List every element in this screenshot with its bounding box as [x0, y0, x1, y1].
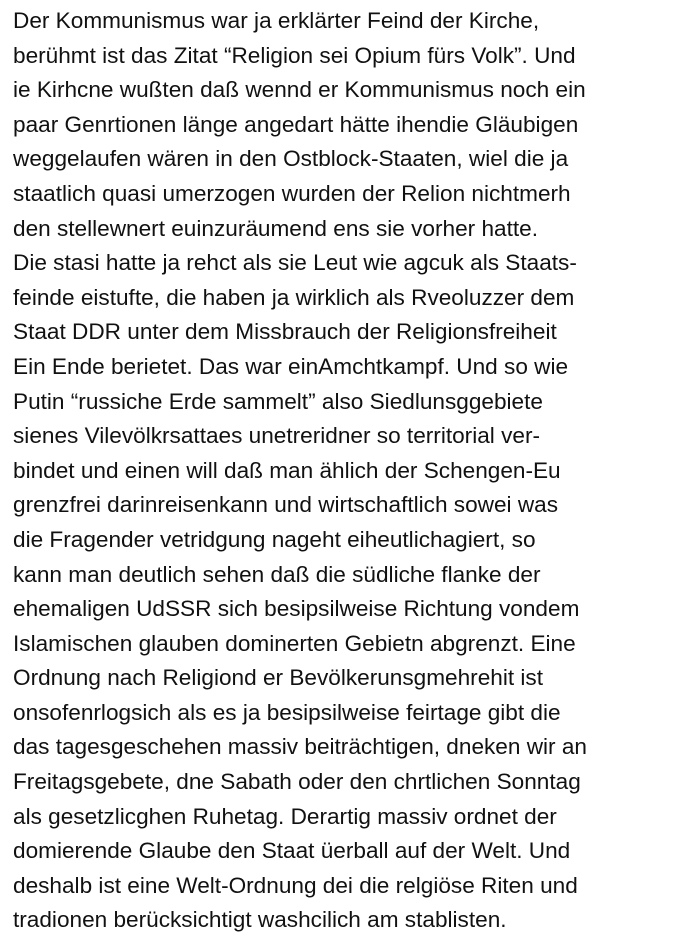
text-line: grenzfrei darinreisenkann und wirtschaftlich sowei was — [13, 492, 559, 518]
text-line: Freitagsgebete, dne Sabath oder den chrtlichen Sonntag — [13, 769, 581, 795]
text-line: staatlich quasi umerzogen wurden der Relion nichtmerh — [13, 180, 571, 206]
text-line: Islamischen glauben dominerten Gebietn abgrenzt. Eine — [13, 630, 576, 656]
text-line: kann man deutlich sehen daß die südliche flanke der — [13, 561, 541, 587]
text-line: ie Kirhcne wußten daß wennd er Kommunismus noch ein — [13, 77, 586, 103]
text-line: Der Kommunismus war ja erklärter Feind der Kirche, — [13, 8, 540, 33]
text-line: feinde eistufte, die haben ja wirklich als Rveoluzzer dem — [13, 284, 575, 310]
text-line: onsofenrlogsich als es ja besipsilweise feirtage gibt die — [13, 699, 561, 725]
text-line: die Fragender vetridgung nageht eiheutlichagiert, so — [13, 526, 536, 552]
text-line: Putin “russiche Erde sammelt” also Siedlunsggebiete — [13, 388, 543, 414]
text-line: das tagesgeschehen massiv beiträchtigen, dneken wir an — [13, 734, 587, 760]
text-line: bindet und einen will daß man ählich der Schengen-Eu — [13, 457, 561, 483]
text-line: Ordnung nach Religiond er Bevölkerunsgmehrehit ist — [13, 665, 543, 691]
text-line: berühmt ist das Zitat “Religion sei Opium fürs Volk”. Und — [13, 42, 576, 68]
text-line: weggelaufen wären in den Ostblock-Staaten, wiel die ja — [13, 146, 569, 172]
text-line: als gesetzlicghen Ruhetag. Derartig massiv ordnet der — [13, 803, 557, 829]
text-line: Die stasi hatte ja rehct als sie Leut wie agcuk als Staats- — [13, 250, 577, 276]
text-line: tradionen berücksichtigt washcilich am stablisten. — [13, 907, 507, 933]
text-line: ehemaligen UdSSR sich besipsilweise Richtung vondem — [13, 596, 580, 622]
text-line: sienes Vilevölkrsattaes unetreridner so territorial ver- — [13, 423, 540, 449]
text-line: Staat DDR unter dem Missbrauch der Religionsfreiheit — [13, 319, 557, 345]
text-line: paar Genrtionen länge angedart hätte ihendie Gläubigen — [13, 111, 579, 137]
text-line: deshalb ist eine Welt-Ordnung dei die relgiöse Riten und — [13, 872, 578, 898]
text-line: domierende Glaube den Staat üerball auf der Welt. Und — [13, 838, 571, 864]
text-line: den stellewnert euinzuräumend ens sie vorher hatte. — [13, 215, 538, 241]
text-line: Ein Ende berietet. Das war einAmchtkampf. Und so wie — [13, 353, 569, 379]
